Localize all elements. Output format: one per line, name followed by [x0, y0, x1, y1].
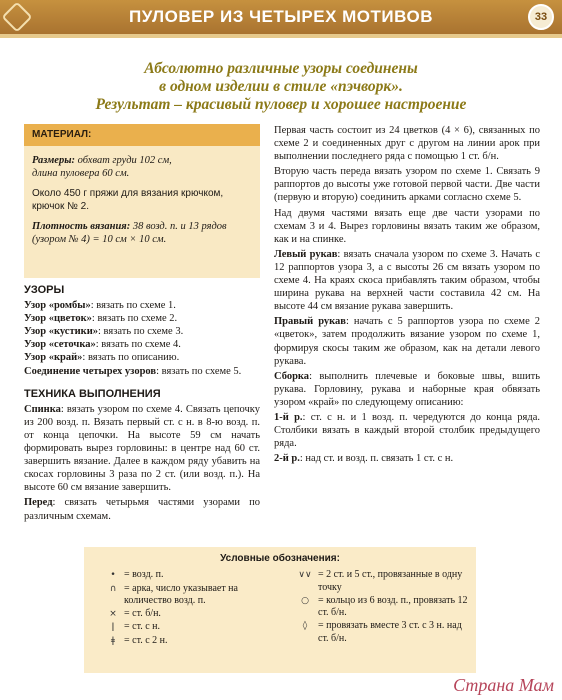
back-paragraph: [24, 403, 260, 495]
back-label: Спинка: [24, 403, 61, 415]
right-sleeve-label: Правый рукав: [274, 316, 346, 328]
yarn-info: Около 450 г пряжи для вязания крючком, крючок № 2.: [32, 188, 224, 212]
front-text: : связать четырьмя частями узорами по различным схемам.: [24, 497, 260, 522]
double-crochet-icon: ǂ: [110, 635, 116, 646]
pattern-text: : вязать по схеме 1.: [90, 300, 176, 312]
list-item: [24, 299, 260, 312]
technique-title: ТЕХНИКА ВЫПОЛНЕНИЯ: [24, 387, 161, 400]
legend-text: = 2 ст. и 5 ст., провязанные в одну точку: [318, 569, 463, 593]
sizes-line1: обхват груди 102 см,: [77, 155, 172, 166]
bar-icon: ǀ: [111, 622, 115, 633]
pattern-text: : вязать по описанию.: [82, 352, 180, 364]
legend-box: [84, 547, 476, 673]
legend-left-column: [102, 569, 282, 648]
front-label: Перед: [24, 497, 53, 509]
row2-label: 2-й р.: [274, 453, 300, 465]
legend-text: = ст. с н.: [124, 621, 160, 633]
left-sleeve-paragraph: [274, 248, 540, 313]
header: [0, 0, 562, 38]
legend-item: [292, 569, 472, 594]
right-sleeve-text: : начать с 5 раппортов узора по схеме 2 «цветок», затем продолжить вязание узором по схеме 1, формируя скосы таким же образом, как на детали левого рукава.: [274, 316, 541, 367]
pattern-text: : вязать по схеме 5.: [156, 365, 242, 377]
cluster-icon: ◊: [302, 621, 308, 632]
subtitle-line: Результат – красивый пуловер и хорошее настроение: [95, 96, 467, 113]
right-column: [274, 124, 540, 467]
density-text: 38 возд. п. и 13 рядов (узором № 4) = 10 см × 10 см.: [32, 221, 227, 245]
subtitle: [40, 60, 522, 114]
arch-icon: ∩: [109, 583, 117, 594]
sizes-label: Размеры:: [32, 155, 75, 166]
pattern-name: Узор «цветок»: [24, 313, 92, 325]
back-text: : вязать узором по схеме 4. Связать цепочку из 200 возд. п. Вязать первый ст. с н. в 8-ю возд. п. от конца цепочки. На высоте 59 см начать формировать вырез горловины: в центре над 60 ст. завершить вязание. Далее в каждом ряду убавить на скосах горловины 3 раза по 2 ст. (или возд. п.). На высоте 60 см вязание завершить.: [24, 403, 260, 494]
pattern-name: Узор «сеточка»: [24, 339, 96, 351]
legend-text: = арка, число указывает на количество возд. п.: [124, 582, 238, 606]
legend-item: [102, 635, 282, 647]
assembly-paragraph: [274, 370, 540, 409]
left-column: [24, 284, 260, 525]
legend-title: Условные обозначения:: [220, 553, 340, 564]
pattern-name: Соединение четырех узоров: [24, 365, 157, 377]
material-box: [24, 124, 260, 278]
page-title: ПУЛОВЕР ИЗ ЧЕТЫРЕХ МОТИВОВ: [129, 7, 433, 26]
legend-right-column: [292, 569, 472, 646]
pattern-text: : вязать по схеме 2.: [91, 313, 178, 325]
list-item: [24, 338, 260, 351]
list-item: [24, 325, 260, 338]
pattern-text: : вязать по схеме 4.: [95, 339, 181, 351]
pattern-name: Узор «ромбы»: [24, 300, 91, 312]
dot-icon: •: [110, 570, 116, 581]
material-heading: МАТЕРИАЛ:: [24, 124, 260, 146]
v-stitch-icon: ∨∨: [298, 570, 312, 581]
pattern-list: [24, 299, 260, 378]
paragraph: Над двумя частями вязать еще две части узорами по схемам 3 и 4. Вырез горловины вязать таким же образом, как и на спинке.: [274, 207, 540, 245]
right-sleeve-paragraph: [274, 315, 540, 367]
page-number: 33: [528, 4, 554, 30]
cross-icon: ×: [109, 609, 117, 620]
legend-item: [102, 621, 282, 633]
legend-text: = ст. б/н.: [124, 608, 161, 620]
legend-item: [102, 583, 282, 608]
legend-item: [102, 608, 282, 620]
left-sleeve-label: Левый рукав: [274, 248, 338, 260]
paragraph: Вторую часть переда вязать узором по схеме 1. Связать 9 раппортов до высоты уже готовой первой части. Две части (первую и вторую) соединить арками согласно схеме 5.: [274, 166, 540, 204]
density-label: Плотность вязания:: [32, 221, 131, 232]
legend-text: = ст. с 2 н.: [124, 634, 168, 646]
legend-item: [102, 569, 282, 581]
ring-icon: ○: [301, 595, 309, 606]
pattern-text: : вязать по схеме 3.: [98, 326, 184, 338]
row1-label: 1-й р.: [274, 411, 303, 423]
subtitle-line: Абсолютно различные узоры соединены: [144, 60, 418, 77]
legend-text: = возд. п.: [124, 569, 164, 581]
legend-item: [292, 595, 472, 620]
watermark: Страна Мам: [453, 675, 554, 695]
row2-paragraph: [274, 452, 540, 465]
row2-text: : над ст. и возд. п. связать 1 ст. с н.: [299, 453, 454, 465]
pattern-name: Узор «край»: [24, 352, 83, 364]
sizes-line2: длина пуловера 60 см.: [32, 168, 130, 179]
header-strip: [0, 34, 562, 38]
list-item: [24, 312, 260, 325]
list-item: [24, 351, 260, 364]
row1-text: : ст. с н. и 1 возд. п. чередуются до конца ряда. Столбики вязать в каждый второй столбик предыдущего ряда.: [274, 411, 540, 450]
legend-item: [292, 620, 472, 645]
legend-text: = кольцо из 6 возд. п., провязать 12 ст. б/н.: [318, 594, 468, 619]
subtitle-line: в одном изделии в стиле «пэчворк».: [159, 78, 403, 95]
assembly-label: Сборка: [274, 370, 310, 382]
front-paragraph: [24, 496, 260, 522]
row1-paragraph: [274, 411, 540, 450]
list-item: [24, 365, 260, 378]
legend-text: = провязать вместе 3 ст. с 3 н. над ст. б/н.: [318, 620, 462, 644]
patterns-title: УЗОРЫ: [24, 284, 65, 296]
left-sleeve-text: : вязать сначала узором по схеме 3. Начать с 12 раппортов узора 3, а с высоты 26 см вязать узором по схеме 4. На краях скоса прибавлять таким образом, чтобы ширина рукава на верхней части составила 42 см. На высоте 44 см вязание рукава завершить.: [274, 248, 541, 313]
paragraph: Первая часть состоит из 24 цветков (4 × 6), связанных по схеме 2 и соединенных друг с другом на линии арок при выполнении последнего ряда с помощью 1 ст. б/н.: [274, 125, 540, 163]
density: [32, 220, 252, 246]
sizes: [32, 154, 252, 180]
pattern-name: Узор «кустики»: [24, 326, 99, 338]
assembly-text: : выполнить плечевые и боковые швы, вшить рукава. Горловину, рукава и наборные края обвязать узором «край» по следующему описанию:: [274, 370, 540, 408]
